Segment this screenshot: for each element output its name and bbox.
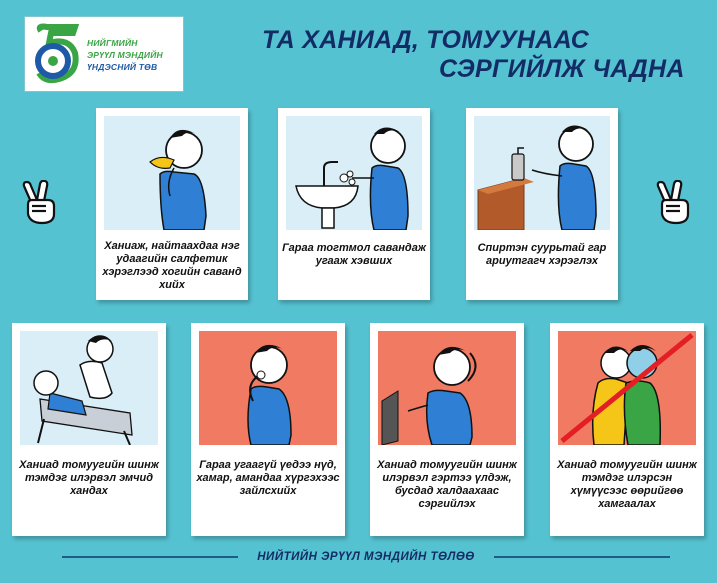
peace-hand-icon: [18, 180, 62, 226]
card-caption: Ханиаж, найтаахдаа нэг удаагийн салфетик хэрэглээд хогийн саванд хийх: [102, 240, 242, 291]
logo-65-icon: [29, 23, 89, 87]
logo-line-3: ҮНДЭСНИЙ ТӨВ: [87, 62, 158, 72]
doctor-visit-illustration: [20, 331, 158, 445]
card-caption: Спиртэн суурьтай гар ариутгагч хэрэглэх: [477, 242, 607, 267]
tip-card-doctor: [12, 323, 166, 536]
face-touch-illustration: [199, 331, 337, 445]
page-title-line-1: ТА ХАНИАД, ТОМУУНААС: [262, 26, 590, 54]
avoid-contact-illustration: [558, 331, 696, 445]
tip-card-handwash: [278, 108, 430, 300]
sanitizer-illustration: [474, 116, 610, 230]
card-caption: Ханиад томуугийн шинж илэрвэл гэртээ үлдэж, бусдад халдаахаас сэргийлэх: [377, 459, 517, 510]
peace-hand-icon: [652, 180, 696, 226]
footer-divider-right: [494, 556, 670, 558]
tip-card-sanitizer: [466, 108, 618, 300]
card-caption: Ханиад томуугийн шинж тэмдэг илэрсэн хүмүүсээс өөрийгөө хамгаалах: [557, 459, 697, 510]
card-caption: Ханиад томуугийн шинж тэмдэг илэрвэл эмчид хандах: [19, 459, 159, 497]
footer-divider-left: [62, 556, 238, 558]
tip-card-tissue: [96, 108, 248, 300]
footer-text: НИЙТИЙН ЭРҮҮЛ МЭНДИЙН ТӨЛӨӨ: [257, 551, 475, 563]
handwashing-illustration: [286, 116, 422, 230]
tip-card-avoid-contact: [550, 323, 704, 536]
card-caption: Гараа тогтмол савандаж угааж хэвших: [282, 242, 426, 267]
logo-line-2: ЭРҮҮЛ МЭНДИЙН: [87, 50, 163, 60]
logo: [24, 16, 184, 92]
tip-card-face-touch: [191, 323, 345, 536]
tip-card-stay-home: [370, 323, 524, 536]
stay-home-illustration: [378, 331, 516, 445]
page-title-line-2: СЭРГИЙЛЖ ЧАДНА: [439, 55, 685, 83]
logo-line-1: НИЙГМИЙН: [87, 38, 138, 48]
sneeze-tissue-illustration: [104, 116, 240, 230]
card-caption: Гараа угаагүй үедээ нүд, хамар, амандаа хүргэхээс зайлсхийх: [196, 459, 340, 497]
